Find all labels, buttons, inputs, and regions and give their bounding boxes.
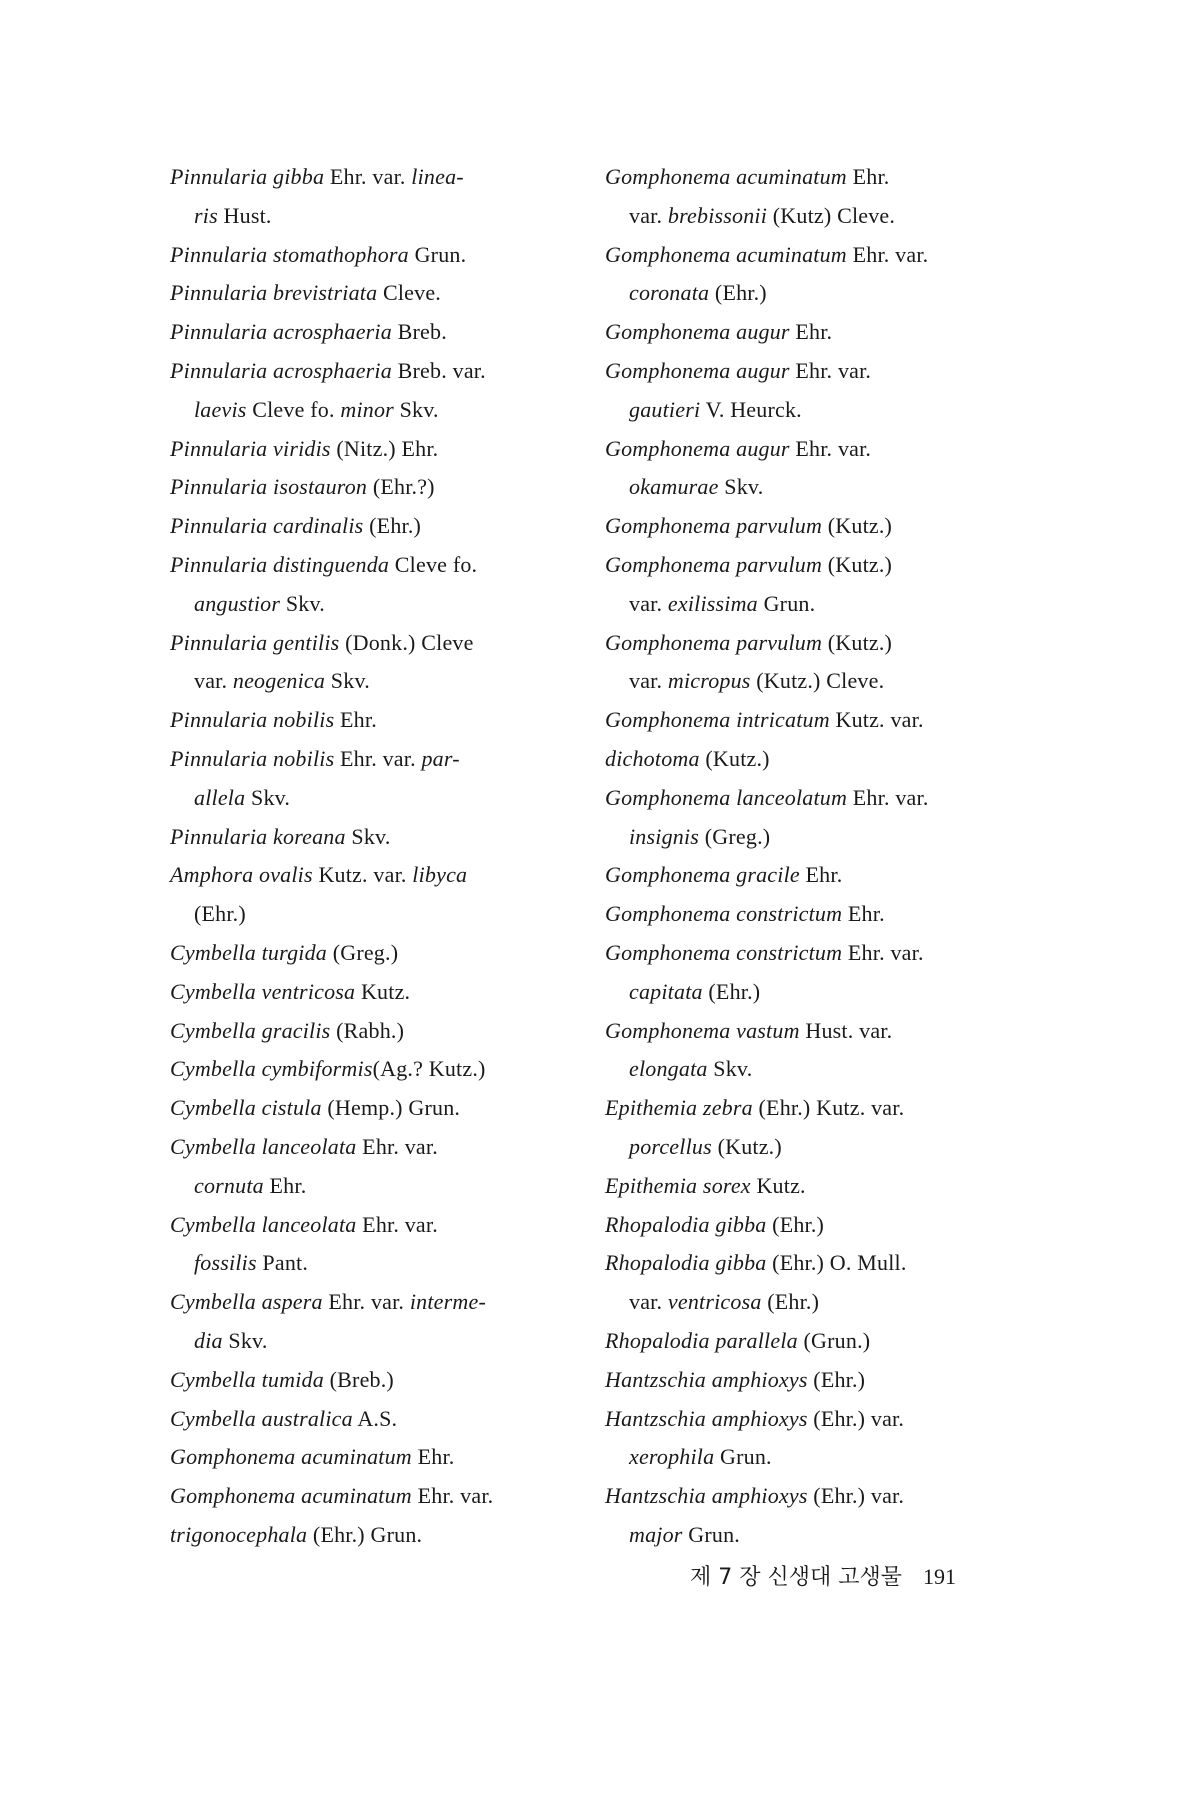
taxon-name: linea- <box>411 164 464 189</box>
species-line <box>170 1128 590 1167</box>
species-line <box>170 430 590 469</box>
species-line <box>170 1050 590 1089</box>
taxon-name: Gomphonema intricatum <box>605 707 830 733</box>
authority-text: Cleve. <box>377 280 442 306</box>
authority-text: Ehr. <box>334 707 377 733</box>
authority-text: Breb. var. <box>391 357 486 383</box>
taxon-name: Gomphonema acuminatum <box>605 241 847 267</box>
authority-text: (Nitz.) Ehr. <box>330 435 439 461</box>
authority-text: (Kutz) Cleve. <box>767 202 896 228</box>
species-line <box>605 430 1025 469</box>
authority-text: Ehr. <box>842 901 885 927</box>
species-line <box>170 197 590 236</box>
species-line <box>170 236 590 275</box>
authority-text: Grun. <box>714 1444 772 1470</box>
taxon-name: Cymbella aspera <box>170 1289 323 1315</box>
taxon-name: Gomphonema acuminatum <box>170 1483 412 1509</box>
taxon-name: Gomphonema parvulum <box>605 513 823 539</box>
species-line <box>170 1322 590 1361</box>
species-line <box>605 934 1025 973</box>
authority-text: Ehr. var. <box>789 435 872 461</box>
taxon-name: Gomphonema augur <box>605 435 790 461</box>
left-column <box>170 158 590 1555</box>
species-line <box>170 158 590 197</box>
species-line <box>605 352 1025 391</box>
authority-text: Ehr. var. <box>356 1133 438 1159</box>
authority-text: Ehr. var. <box>789 357 872 383</box>
authority-text: Breb. <box>391 319 447 345</box>
taxon-name: laevis <box>194 396 247 422</box>
taxon-name: Gomphonema constrictum <box>605 939 843 965</box>
species-line <box>170 1167 590 1206</box>
species-line <box>605 507 1025 546</box>
species-line <box>170 1477 590 1516</box>
species-line <box>605 468 1025 507</box>
authority-text: Ehr. <box>411 1444 455 1470</box>
species-line <box>605 740 1025 779</box>
authority-text: (Ehr.) <box>363 513 422 539</box>
species-line <box>605 585 1025 624</box>
authority-text: (Ag.? Kutz.) <box>372 1056 486 1082</box>
authority-text: Ehr. <box>263 1172 307 1198</box>
authority-text: Hust. var. <box>799 1017 893 1043</box>
taxon-name: gautieri <box>629 396 701 422</box>
species-line <box>170 818 590 857</box>
taxon-name: okamurae <box>629 474 719 500</box>
taxon-name: Gomphonema acuminatum <box>170 1444 412 1470</box>
authority-text: (Ehr.) <box>766 1211 825 1237</box>
taxon-name: Pinnularia viridis <box>170 435 331 461</box>
species-line <box>170 313 590 352</box>
taxon-name: Amphora ovalis <box>170 862 313 888</box>
authority-text: (Kutz.) Cleve. <box>750 668 885 694</box>
taxon-name: par- <box>421 745 460 771</box>
authority-text: (Kutz.) <box>699 745 770 771</box>
authority-text: Cleve fo. <box>246 396 341 422</box>
taxon-name: dia <box>194 1327 223 1353</box>
taxon-name: trigonocephala <box>170 1521 308 1547</box>
species-line <box>605 1206 1025 1245</box>
taxon-name: Gomphonema augur <box>605 357 790 383</box>
taxon-name: Pinnularia stomathophora <box>170 241 409 267</box>
authority-text: (Breb.) <box>323 1366 394 1392</box>
species-line <box>605 624 1025 663</box>
authority-text: var. <box>629 590 668 616</box>
taxon-name: xerophila <box>629 1444 715 1470</box>
species-line <box>170 585 590 624</box>
taxon-name: Gomphonema acuminatum <box>605 164 847 189</box>
species-line <box>170 468 590 507</box>
taxon-name: dichotoma <box>605 745 700 771</box>
species-line <box>170 1244 590 1283</box>
species-line <box>605 1438 1025 1477</box>
species-line <box>605 1167 1025 1206</box>
authority-text: Ehr. <box>846 164 890 189</box>
taxon-name: angustior <box>194 590 281 616</box>
species-line <box>605 1400 1025 1439</box>
authority-text: (Hemp.) Grun. <box>321 1095 461 1121</box>
authority-text: (Ehr.?) <box>367 474 435 500</box>
authority-text: (Ehr.) <box>761 1289 820 1315</box>
taxon-name: Gomphonema lanceolatum <box>605 784 848 810</box>
species-line <box>605 1322 1025 1361</box>
authority-text: (Ehr.) <box>194 901 246 927</box>
species-line <box>605 1477 1025 1516</box>
species-line <box>605 274 1025 313</box>
taxon-name: Gomphonema augur <box>605 319 790 345</box>
authority-text: Grun. <box>757 590 816 616</box>
species-line <box>170 274 590 313</box>
taxon-name: Cymbella tumida <box>170 1366 324 1392</box>
species-line <box>605 158 1025 197</box>
taxon-name: libyca <box>412 862 468 888</box>
authority-text: Ehr. var. <box>356 1211 438 1237</box>
authority-text: Kutz. var. <box>312 862 413 888</box>
species-line <box>170 1283 590 1322</box>
authority-text: Ehr. var. <box>322 1289 410 1315</box>
authority-text: var. <box>629 668 668 694</box>
species-line <box>170 1516 590 1555</box>
authority-text: Ehr. var. <box>847 784 929 810</box>
taxon-name: micropus <box>667 668 751 694</box>
authority-text: (Ehr.) var. <box>807 1483 905 1509</box>
authority-text: A.S. <box>352 1405 398 1431</box>
taxon-name: Cymbella lanceolata <box>170 1211 357 1237</box>
taxon-name: Hantzschia amphioxys <box>605 1366 808 1392</box>
authority-text: Ehr. var. <box>846 241 929 267</box>
species-line <box>605 197 1025 236</box>
species-line <box>605 1050 1025 1089</box>
taxon-name: Cymbella lanceolata <box>170 1133 357 1159</box>
page-footer <box>690 1560 956 1591</box>
taxon-name: Epithemia zebra <box>605 1095 753 1121</box>
authority-text: Cleve fo. <box>389 551 478 577</box>
taxon-name: Pinnularia nobilis <box>170 707 335 733</box>
species-line <box>170 701 590 740</box>
species-line <box>170 1438 590 1477</box>
species-line <box>170 507 590 546</box>
taxon-name: Pinnularia acrosphaeria <box>170 319 392 345</box>
taxon-name: ventricosa <box>667 1289 762 1315</box>
species-line <box>605 1128 1025 1167</box>
authority-text: Skv. <box>245 784 291 810</box>
taxon-name: ris <box>194 202 218 228</box>
authority-text: Pant. <box>256 1250 309 1276</box>
authority-text: (Kutz.) <box>822 551 893 577</box>
authority-text: Hust. <box>217 202 272 228</box>
authority-text: Ehr. <box>799 862 843 888</box>
taxon-name: Cymbella australica <box>170 1405 353 1431</box>
authority-text: Kutz. <box>750 1172 806 1198</box>
authority-text: (Ehr.) <box>709 280 767 306</box>
taxon-name: Rhopalodia parallela <box>605 1327 798 1353</box>
species-line <box>170 624 590 663</box>
taxon-name: porcellus <box>629 1133 712 1159</box>
authority-text: (Ehr.) Grun. <box>307 1521 423 1547</box>
taxon-name: insignis <box>629 823 700 849</box>
species-line <box>605 236 1025 275</box>
species-line <box>170 973 590 1012</box>
taxon-name: allela <box>194 784 246 810</box>
taxon-name: Pinnularia nobilis <box>170 745 335 771</box>
species-line <box>170 1361 590 1400</box>
taxon-name: Pinnularia isostauron <box>170 474 368 500</box>
authority-text: Skv. <box>718 474 764 500</box>
authority-text: var. <box>629 202 668 228</box>
taxon-name: Rhopalodia gibba <box>605 1211 767 1237</box>
taxon-name: Gomphonema parvulum <box>605 551 823 577</box>
authority-text: (Kutz.) <box>711 1133 782 1159</box>
species-line <box>170 1012 590 1051</box>
taxon-name: Cymbella cistula <box>170 1095 322 1121</box>
taxon-name: interme- <box>409 1289 486 1315</box>
species-line <box>170 779 590 818</box>
authority-text: Grun. <box>682 1521 740 1547</box>
authority-text: Ehr. var. <box>334 745 422 771</box>
authority-text: Ehr. var. <box>842 939 924 965</box>
authority-text: (Donk.) Cleve <box>339 629 474 655</box>
authority-text: Kutz. <box>355 978 411 1004</box>
authority-text: (Kutz.) <box>822 513 893 539</box>
authority-text: Skv. <box>222 1327 268 1353</box>
taxon-name: Pinnularia cardinalis <box>170 513 364 539</box>
taxon-name: Gomphonema gracile <box>605 862 800 888</box>
taxon-name: Cymbella cymbiformis <box>170 1056 373 1082</box>
authority-text: (Greg.) <box>699 823 771 849</box>
authority-text: Skv. <box>280 590 325 616</box>
species-line <box>170 1400 590 1439</box>
species-line <box>170 546 590 585</box>
species-line <box>605 1283 1025 1322</box>
species-line <box>605 1361 1025 1400</box>
authority-text: Kutz. var. <box>829 707 924 733</box>
authority-text: var. <box>629 1289 668 1315</box>
species-line <box>605 779 1025 818</box>
chapter-title: 제 7 장 신생대 고생물 <box>690 1565 902 1590</box>
species-line <box>170 1089 590 1128</box>
authority-text: Grun. <box>408 241 467 267</box>
species-line <box>170 662 590 701</box>
taxon-name: Pinnularia gentilis <box>170 629 340 655</box>
taxon-name: Gomphonema parvulum <box>605 629 823 655</box>
taxon-name: Epithemia sorex <box>605 1172 751 1198</box>
taxon-name: cornuta <box>194 1172 264 1198</box>
taxon-name: exilissima <box>667 590 758 616</box>
species-line <box>605 1516 1025 1555</box>
species-line <box>170 895 590 934</box>
taxon-name: coronata <box>629 280 710 306</box>
authority-text: (Ehr.) <box>702 978 761 1004</box>
authority-text: Ehr. var. <box>324 164 412 189</box>
authority-text: Skv. <box>393 396 439 422</box>
species-line <box>170 934 590 973</box>
species-line <box>605 856 1025 895</box>
species-line <box>170 391 590 430</box>
taxon-name: Hantzschia amphioxys <box>605 1405 808 1431</box>
taxon-name: Hantzschia amphioxys <box>605 1483 808 1509</box>
species-line <box>605 1012 1025 1051</box>
authority-text: var. <box>194 668 233 694</box>
species-line <box>605 1244 1025 1283</box>
authority-text: Ehr. var. <box>411 1483 494 1509</box>
species-line <box>605 701 1025 740</box>
taxon-name: elongata <box>629 1056 708 1082</box>
authority-text: Skv. <box>325 668 370 694</box>
taxon-name: neogenica <box>232 668 326 694</box>
authority-text: (Ehr.) Kutz. var. <box>752 1095 905 1121</box>
species-line <box>605 313 1025 352</box>
authority-text: (Kutz.) <box>822 629 893 655</box>
authority-text: (Ehr.) O. Mull. <box>766 1250 907 1276</box>
species-line <box>170 352 590 391</box>
species-line <box>170 1206 590 1245</box>
taxon-name: Pinnularia gibba <box>170 164 325 189</box>
taxon-name: Pinnularia brevistriata <box>170 280 378 306</box>
species-line <box>605 391 1025 430</box>
authority-text: V. Heurck. <box>700 396 802 422</box>
taxon-name: brebissonii <box>667 202 768 228</box>
right-column <box>605 158 1025 1555</box>
authority-text: (Greg.) <box>327 939 399 965</box>
taxon-name: Gomphonema constrictum <box>605 901 843 927</box>
taxon-name: major <box>629 1521 683 1547</box>
species-line <box>605 973 1025 1012</box>
taxon-name: Gomphonema vastum <box>605 1017 800 1043</box>
taxon-name: Rhopalodia gibba <box>605 1250 767 1276</box>
species-line <box>605 1089 1025 1128</box>
taxon-name: minor <box>340 396 394 422</box>
authority-text: (Grun.) <box>797 1327 871 1353</box>
authority-text: Skv. <box>707 1056 753 1082</box>
taxon-name: fossilis <box>194 1250 257 1276</box>
species-line <box>605 546 1025 585</box>
page-number: 191 <box>923 1564 956 1589</box>
taxon-name: Pinnularia koreana <box>170 823 346 849</box>
taxon-name: Pinnularia distinguenda <box>170 551 390 577</box>
authority-text: (Ehr.) var. <box>807 1405 905 1431</box>
species-line <box>605 895 1025 934</box>
taxon-name: capitata <box>629 978 703 1004</box>
authority-text: Ehr. <box>789 319 833 345</box>
taxon-name: Pinnularia acrosphaeria <box>170 357 392 383</box>
taxon-name: Cymbella gracilis <box>170 1017 331 1043</box>
authority-text: Skv. <box>345 823 391 849</box>
species-line <box>170 740 590 779</box>
species-line <box>170 856 590 895</box>
species-line <box>605 818 1025 857</box>
authority-text: (Rabh.) <box>330 1017 405 1043</box>
authority-text: (Ehr.) <box>807 1366 866 1392</box>
taxon-name: Cymbella ventricosa <box>170 978 356 1004</box>
taxon-name: Cymbella turgida <box>170 939 327 965</box>
species-line <box>605 662 1025 701</box>
